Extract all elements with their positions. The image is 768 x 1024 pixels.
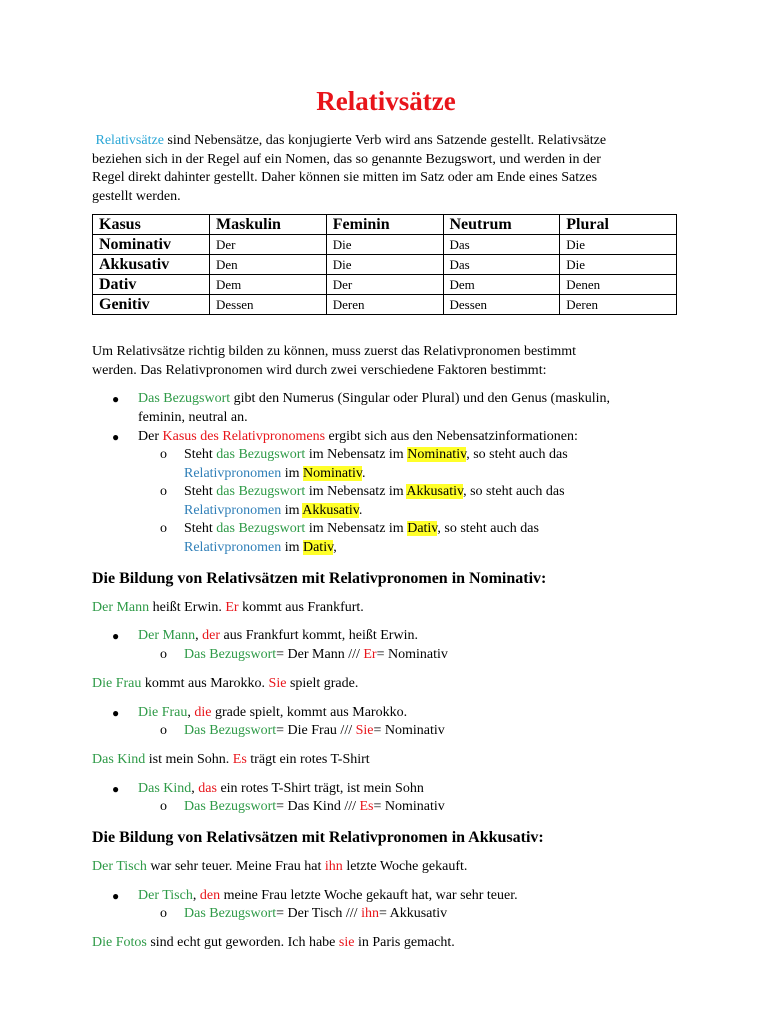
circle-bullet-icon: o [160,906,167,921]
table-cell: Den [210,255,327,275]
circle-bullet-icon: o [160,799,167,814]
table-cell: Die [326,235,443,255]
circle-bullet-icon: o [160,521,167,536]
example-sentence: Das Kind ist mein Sohn. Es trägt ein rotes T-Shirt [92,752,370,767]
bullet-icon: ● [112,889,120,903]
table-cell: Akkusativ [93,255,210,275]
table-cell: Dativ [93,275,210,295]
table-header-cell: Feminin [326,215,443,235]
circle-bullet-icon: o [160,484,167,499]
table-cell: Die [560,235,677,255]
example-sentence: Die Frau kommt aus Marokko. Sie spielt grade. [92,676,359,691]
bullet-icon: ● [112,430,120,444]
circle-bullet-icon: o [160,447,167,462]
circle-bullet-icon: o [160,647,167,662]
paragraph-relativpronomen: Um Relativsätze richtig bilden zu können, muss zuerst das Relativpronomen bestimmt werden. Das Relativpronomen wird durch zwei verschiedene Faktoren bestimmt: [92,344,577,378]
table-row [93,275,677,295]
table-cell: Die [326,255,443,275]
intro-term: Relativsätze [95,133,164,148]
table-header-cell: Plural [560,215,677,235]
table-cell: Das [443,235,560,255]
table-cell: Denen [560,275,677,295]
table-header-cell: Kasus [93,215,210,235]
bullet-icon: ● [112,629,120,643]
table-cell: Der [326,275,443,295]
bullet-icon: ● [112,392,120,406]
table-cell: Dem [210,275,327,295]
relative-pronoun-table [92,214,677,315]
table-cell: Deren [560,295,677,315]
example-sentence: Der Mann heißt Erwin. Er kommt aus Frankfurt. [92,600,364,615]
example-sentence: Der Tisch war sehr teuer. Meine Frau hat ihn letzte Woche gekauft. [92,859,468,874]
page-title: Relativsätze [316,86,456,116]
circle-bullet-icon: o [160,723,167,738]
example-sentence: Die Fotos sind echt gut geworden. Ich habe sie in Paris gemacht. [92,935,455,950]
table-header-cell: Neutrum [443,215,560,235]
table-cell: Der [210,235,327,255]
bullet-icon: ● [112,782,120,796]
table-row [93,255,677,275]
table-cell: Nominativ [93,235,210,255]
table-cell: Dessen [443,295,560,315]
table-header-row [93,215,677,235]
table-header-cell: Maskulin [210,215,327,235]
table-cell: Die [560,255,677,275]
table-cell: Dem [443,275,560,295]
table-cell: Genitiv [93,295,210,315]
bullet-icon: ● [112,706,120,720]
table-cell: Das [443,255,560,275]
table-cell: Deren [326,295,443,315]
table-row [93,295,677,315]
intro-paragraph: Relativsätze sind Nebensätze, das konjugierte Verb wird ans Satzende gestellt. Relativsätze beziehen sich in der Regel auf ein Nomen, das so genannte Bezugswort, und werden in der Regel direkt dahinter gestellt. Daher können sie mitten im Satz oder am Ende eines Satzes gestellt werden. [92,133,607,204]
section-heading-akkusativ: Die Bildung von Relativsätzen mit Relativpronomen in Akkusativ: [92,829,544,846]
table-row [93,235,677,255]
table-cell: Dessen [210,295,327,315]
section-heading-nominativ: Die Bildung von Relativsätzen mit Relativpronomen in Nominativ: [92,570,547,587]
